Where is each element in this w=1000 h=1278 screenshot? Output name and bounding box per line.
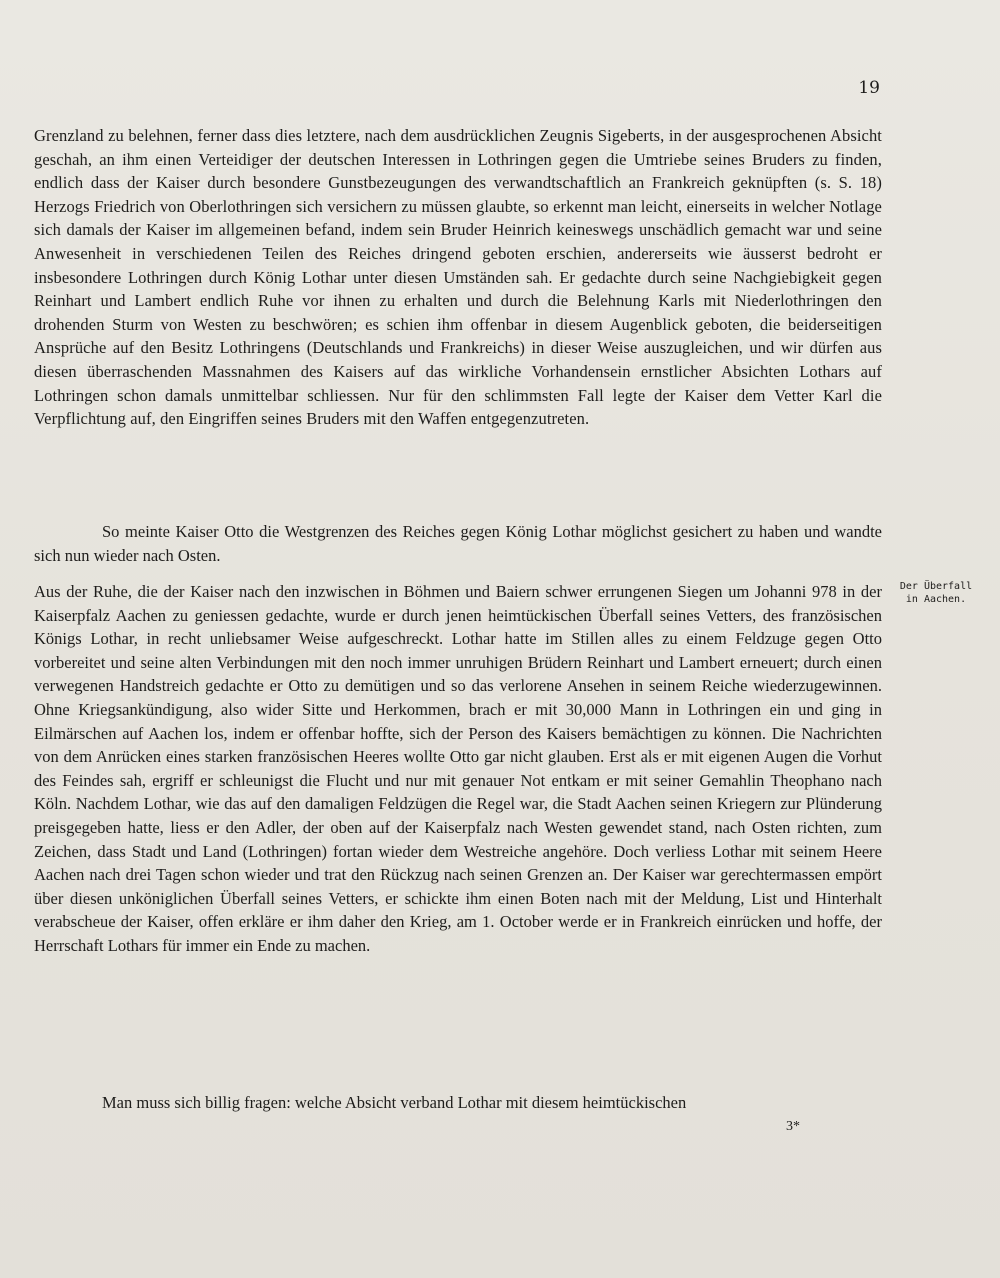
paragraph-text: So meinte Kaiser Otto die Westgrenzen des Reiches gegen König Lothar möglichst gesichert zu haben und wandte sich nun wieder nach Osten. (34, 522, 882, 565)
page-number: 19 (858, 78, 880, 98)
paragraph-text: Grenzland zu belehnen, ferner dass dies letztere, nach dem ausdrücklichen Zeugnis Sigeberts, in der ausgesprochenen Absicht geschah, an ihm einen Verteidiger der deutschen Interessen in Lothringen gegen die Umtriebe seines Bruders zu finden, endlich dass der Kaiser durch besondere Gunstbezeugungen des verwandtschaftlich an Frankreich geknüpften (s. S. 18) Herzogs Friedrich von Oberlothringen sich versichern zu müssen glaubte, so erkennt man leicht, einerseits in welcher Notlage sich damals der Kaiser im allgemeinen befand, indem sein Bruder Heinrich keineswegs unschädlich gemacht war und seine Anwesenheit in verschiedenen Teilen des Reiches dringend geboten erschien, andererseits wie äusserst bedroht er insbesondere Lothringen durch König Lothar unter diesen Umständen sah. Er gedachte durch seine Nachgiebigkeit gegen Reinhart und Lambert endlich Ruhe vor ihnen zu erhalten und durch die Belehnung Karls mit Niederlothringen den drohenden Sturm von Westen zu beschwören; es schien ihm offenbar in diesem Augenblick geboten, die beiderseitigen Ansprüche auf den Besitz Lothringens (Deutschlands und Frankreichs) in dieser Weise auszugleichen, und wir dürfen aus diesen überraschenden Massnahmen des Kaisers auf das wirkliche Vorhandensein ernstlicher Absichten Lothars auf Lothringen schon damals unmittelbar schliessen. Nur für den schlimmsten Fall legte der Kaiser dem Vetter Karl die Verpflichtung auf, den Eingriffen seines Bruders mit den Waffen entgegenzutreten. (34, 126, 882, 429)
paragraph-westgrenzen (34, 520, 882, 567)
margin-note-line: Der Überfall (899, 581, 973, 592)
paragraph-ueberfall (34, 580, 882, 958)
margin-note-line: in Aachen. (905, 594, 967, 605)
paragraph-final (34, 1091, 882, 1115)
signature-mark: 3* (786, 1119, 800, 1134)
paragraph-text: Aus der Ruhe, die der Kaiser nach den inzwischen in Böhmen und Baiern schwer errungenen Siegen um Johanni 978 in der Kaiserpfalz Aachen zu geniessen gedachte, wurde er durch jenen heimtückischen Überfall seines Vetters, des französischen Königs Lothar, in recht unliebsamer Weise aufgeschreckt. Lothar hatte im Stillen alles zu einem Feldzuge gegen Otto vorbereitet und seine alten Verbindungen mit den noch immer unruhigen Brüdern Reinhart und Lambert erneuert; durch einen verwegenen Handstreich gedachte er Otto zu demütigen und so das verlorene Ansehen in seinem Reiche wiederzugewinnen. Ohne Kriegsankündigung, also wider Sitte und Herkommen, brach er mit 30,000 Mann in Lothringen ein und ging in Eilmärschen auf Aachen los, indem er offenbar hoffte, sich der Person des Kaisers bemächtigen zu können. Die Nachrichten von dem Anrücken eines starken französischen Heeres wollte Otto gar nicht glauben. Erst als er mit eigenen Augen die Vorhut des Feindes sah, ergriff er schleunigst die Flucht und nur mit genauer Not entkam er mit seiner Gemahlin Theophano nach Köln. Nachdem Lothar, wie das auf den damaligen Feldzügen die Regel war, die Stadt Aachen seinen Kriegern zur Plünderung preisgegeben hatte, liess er den Adler, der oben auf der Kaiserpfalz nach Westen gewendet stand, nach Osten richten, zum Zeichen, dass Stadt und Land (Lothringen) fortan wieder dem Westreiche angehöre. Doch verliess Lothar mit seinem Heere Aachen nach drei Tagen schon wieder und trat den Rückzug nach seinen Grenzen an. Der Kaiser war gerechtermassen empört über diesen unköniglichen Überfall seines Vetters, er schickte ihm einen Boten nach mit der Meldung, List und Hinterhalt verabscheue der Kaiser, offen erkläre er ihm daher den Krieg, am 1. October werde er in Frankreich einrücken und hoffe, der Herrschaft Lothars für immer ein Ende zu machen. (34, 582, 882, 955)
margin-note (890, 580, 982, 606)
paragraph-continuation (34, 124, 882, 431)
paragraph-text: Man muss sich billig fragen: welche Absicht verband Lothar mit diesem heimtückischen (102, 1093, 687, 1112)
